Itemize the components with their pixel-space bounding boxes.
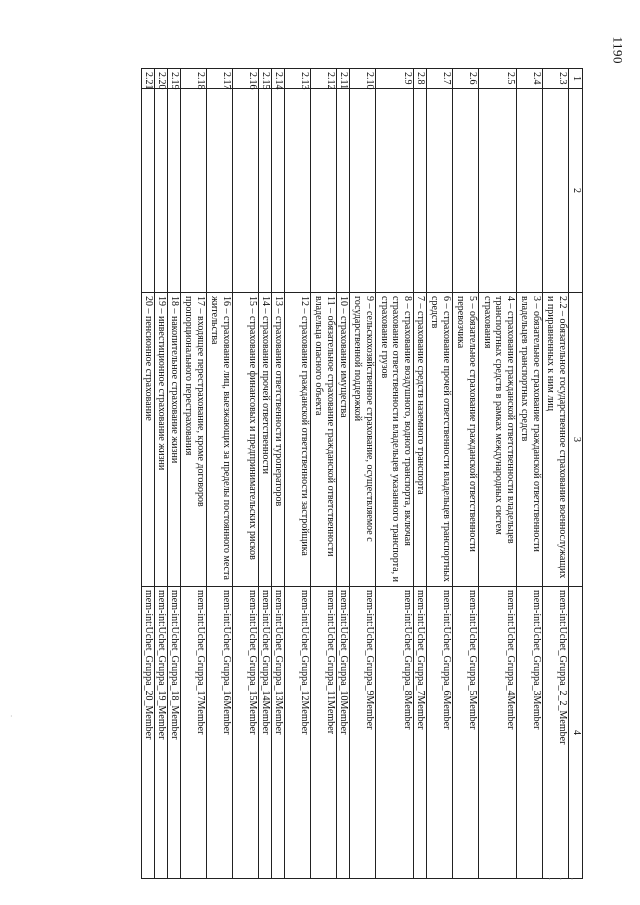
row-number-cell: 2.16 <box>233 69 259 89</box>
column-2-cell <box>543 89 569 293</box>
table-header-row <box>569 69 583 879</box>
table-row <box>543 69 569 879</box>
column-2-cell <box>479 89 517 293</box>
description-cell: 6 – страхование прочей ответственности владельцев транспортных средств <box>427 293 453 587</box>
member-cell: mem-int:Uchet_Gruppa_11Member <box>311 587 337 879</box>
member-cell: mem-int:Uchet_Gruppa_19_Member <box>155 587 168 879</box>
table-row <box>181 69 207 879</box>
member-cell: mem-int:Uchet_Gruppa_16Member <box>207 587 233 879</box>
row-number-cell: 2.18 <box>181 69 207 89</box>
column-2-cell <box>427 89 453 293</box>
column-2-cell <box>414 89 427 293</box>
column-2-cell <box>350 89 376 293</box>
description-cell: 7 – страхование средств наземного транспорта <box>414 293 427 587</box>
description-cell: 9 – сельскохозяйственное страхование, осуществляемое с государственной поддержкой <box>350 293 376 587</box>
description-cell: 12 – страхование гражданской ответственности застройщика <box>285 293 311 587</box>
member-cell: mem-int:Uchet_Gruppa_4Member <box>479 587 517 879</box>
column-2-cell <box>311 89 337 293</box>
member-cell: mem-int:Uchet_Gruppa_8Member <box>376 587 414 879</box>
row-number-cell: 2.17 <box>207 69 233 89</box>
description-cell: 13 – страхование ответственности туроператоров <box>272 293 285 587</box>
member-cell: mem-int:Uchet_Gruppa_20_Member <box>142 587 155 879</box>
table-row <box>414 69 427 879</box>
classification-table <box>141 68 583 879</box>
description-cell: 17 – входящее перестрахование, кроме договоров пропорционального перестрахования <box>181 293 207 587</box>
column-2-cell <box>453 89 479 293</box>
column-2-cell <box>376 89 414 293</box>
column-header-3: 3 <box>569 293 583 587</box>
table-row <box>259 69 272 879</box>
member-cell: mem-int:Uchet_Gruppa_9Member <box>350 587 376 879</box>
row-number-cell: 2.11 <box>337 69 350 89</box>
member-cell: mem-int:Uchet_Gruppa_2_2_Member <box>543 587 569 879</box>
member-cell: mem-int:Uchet_Gruppa_12Member <box>285 587 311 879</box>
rotated-table-container <box>60 68 583 878</box>
description-cell: 18 – накопительное страхование жизни <box>168 293 181 587</box>
member-cell: mem-int:Uchet_Gruppa_14Member <box>259 587 272 879</box>
column-header-2: 2 <box>569 89 583 293</box>
table-row <box>453 69 479 879</box>
row-number-cell: 2.14 <box>272 69 285 89</box>
row-number-cell: 2.13 <box>285 69 311 89</box>
row-number-cell: 2.3 <box>543 69 569 89</box>
row-number-cell: 2.7 <box>427 69 453 89</box>
description-cell: 4 – страхование гражданской ответственности владельцев транспортных средств в рамках международных систем страхования <box>479 293 517 587</box>
row-number-cell: 2.15 <box>259 69 272 89</box>
member-cell: mem-int:Uchet_Gruppa_10Member <box>337 587 350 879</box>
description-cell: 2.2 – обязательное государственное страхование военнослужащих и приравненных к ним лиц <box>543 293 569 587</box>
column-2-cell <box>142 89 155 293</box>
member-cell: mem-int:Uchet_Gruppa_6Member <box>427 587 453 879</box>
column-2-cell <box>181 89 207 293</box>
column-2-cell <box>168 89 181 293</box>
description-cell: 16 – страхование лиц, выезжающих за пределы постоянного места жительства <box>207 293 233 587</box>
column-2-cell <box>337 89 350 293</box>
description-cell: 15 – страхование финансовых и предпринимательских рисков <box>233 293 259 587</box>
table-row <box>479 69 517 879</box>
row-number-cell: 2.19 <box>168 69 181 89</box>
member-cell: mem-int:Uchet_Gruppa_5Member <box>453 587 479 879</box>
row-number-cell: 2.9 <box>376 69 414 89</box>
column-header-4: 4 <box>569 587 583 879</box>
description-cell: 8 – страхование воздушного, водного транспорта, включая страхование ответственности владельцев указанного транспорта, и страхование грузов <box>376 293 414 587</box>
table-row <box>311 69 337 879</box>
table-row <box>272 69 285 879</box>
row-number-cell: 2.21 <box>142 69 155 89</box>
member-cell: mem-int:Uchet_Gruppa_3Member <box>517 587 543 879</box>
table-row <box>207 69 233 879</box>
row-number-cell: 2.6 <box>453 69 479 89</box>
table-row <box>168 69 181 879</box>
description-cell: 5 – обязательное страхование гражданской ответственности перевозчика <box>453 293 479 587</box>
member-cell: mem-int:Uchet_Gruppa_7Member <box>414 587 427 879</box>
row-number-cell: 2.8 <box>414 69 427 89</box>
table-row <box>427 69 453 879</box>
member-cell: mem-int:Uchet_Gruppa_15Member <box>233 587 259 879</box>
column-2-cell <box>517 89 543 293</box>
row-number-cell: 2.10 <box>350 69 376 89</box>
member-cell: mem-int:Uchet_Gruppa_18_Member <box>168 587 181 879</box>
column-2-cell <box>233 89 259 293</box>
column-header-1: 1 <box>569 69 583 89</box>
row-number-cell: 2.4 <box>517 69 543 89</box>
column-2-cell <box>272 89 285 293</box>
column-2-cell <box>259 89 272 293</box>
column-2-cell <box>155 89 168 293</box>
table-row <box>142 69 155 879</box>
scan-artifact: · · · <box>548 874 577 884</box>
page-number: 1190 <box>611 36 626 64</box>
description-cell: 11 – обязательное страхование гражданской ответственности владельца опасного объекта <box>311 293 337 587</box>
table-row <box>350 69 376 879</box>
table-row <box>285 69 311 879</box>
description-cell: 10 – страхование имущества <box>337 293 350 587</box>
row-number-cell: 2.5 <box>479 69 517 89</box>
column-2-cell <box>207 89 233 293</box>
table-row <box>337 69 350 879</box>
table-row <box>376 69 414 879</box>
member-cell: mem-int:Uchet_Gruppa_13Member <box>272 587 285 879</box>
table-row <box>517 69 543 879</box>
member-cell: mem-int:Uchet_Gruppa_17Member <box>181 587 207 879</box>
scan-artifact: · <box>10 712 13 721</box>
description-cell: 19 – инвестиционное страхование жизни <box>155 293 168 587</box>
description-cell: 20 – пенсионное страхование <box>142 293 155 587</box>
table-row <box>155 69 168 879</box>
table-body <box>142 69 569 879</box>
description-cell: 3 – обязательное страхование гражданской ответственности владельцев транспортных средств <box>517 293 543 587</box>
column-2-cell <box>285 89 311 293</box>
table-row <box>233 69 259 879</box>
row-number-cell: 2.12 <box>311 69 337 89</box>
description-cell: 14 – страхование прочей ответственности <box>259 293 272 587</box>
row-number-cell: 2.20 <box>155 69 168 89</box>
